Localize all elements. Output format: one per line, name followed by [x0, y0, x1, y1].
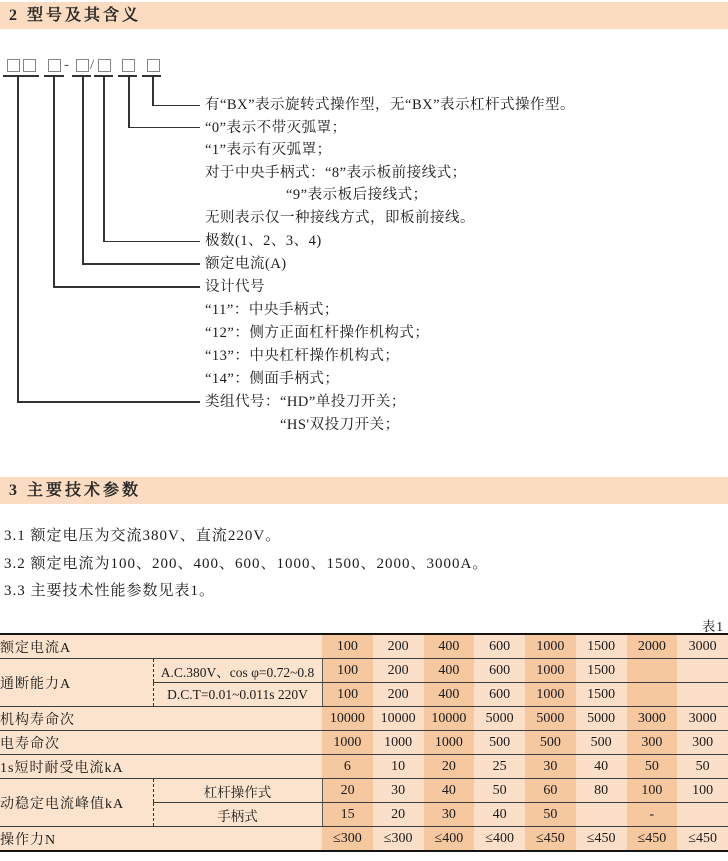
annotation-design-13: “13”：中央杠杆操作机构式； [205, 348, 400, 364]
table-cell: ≤300 [322, 827, 373, 852]
table-cell: 400 [424, 659, 475, 683]
table-cell: 100 [322, 683, 373, 707]
table-caption: 表1 [701, 619, 724, 634]
table-cell: 500 [525, 731, 576, 755]
table-cell: ≤450 [677, 827, 728, 852]
table-cell: 20 [322, 779, 373, 803]
table-cell: 1000 [373, 731, 424, 755]
connector-line [128, 127, 200, 129]
table-cell: 100 [627, 779, 678, 803]
connector-line [82, 263, 200, 265]
spec-table [0, 633, 728, 852]
connector-line [128, 76, 130, 128]
table-cell: 200 [373, 634, 424, 659]
annotation-design-14: “14”：侧面手柄式； [205, 371, 340, 387]
connector-line [82, 76, 84, 265]
box-underline [3, 75, 39, 77]
table-cell: 500 [576, 731, 627, 755]
annotation-bx: 有“BX”表示旋转式操作型，无“BX”表示杠杆式操作型。 [205, 97, 576, 113]
paragraph-3-1: 3.1 额定电压为交流380V、直流220V。 [4, 528, 282, 544]
annotation-current: 额定电流(A) [205, 256, 287, 272]
table-cell: 40 [424, 779, 475, 803]
table-cell: 50 [677, 755, 728, 779]
connector-line [103, 241, 200, 243]
annotation-wiring-none: 无则表示仅一种接线方式，即板前接线。 [205, 210, 475, 226]
section-heading-params: 3 主要技术参数 [0, 477, 728, 504]
annotation-wiring-9: “9”表示板后接线式； [286, 187, 428, 203]
table-cell: 10000 [373, 707, 424, 731]
connector-line [152, 76, 154, 106]
table-cell: 1500 [576, 683, 627, 707]
table-cell: ≤450 [576, 827, 627, 852]
annotation-design-code: 设计代号 [205, 279, 265, 295]
annotation-poles: 极数(1、2、3、4) [205, 233, 322, 249]
table-cell: 300 [627, 731, 678, 755]
table-cell: 15 [322, 803, 373, 827]
table-cell: 10 [373, 755, 424, 779]
table-cell: 40 [576, 755, 627, 779]
row-label: 额定电流A [0, 634, 322, 659]
table-cell: 1000 [525, 634, 576, 659]
table-cell: 200 [373, 659, 424, 683]
row-label: 电寿命次 [0, 731, 322, 755]
table-cell: 20 [373, 803, 424, 827]
model-digit-box [23, 59, 36, 72]
table-cell: 5000 [474, 707, 525, 731]
table-row [0, 827, 728, 852]
model-digit-box [7, 59, 20, 72]
table-cell: 600 [474, 659, 525, 683]
table-cell [627, 683, 678, 707]
annotation-design-11: “11”：中央手柄式； [205, 302, 339, 318]
table-cell [677, 803, 728, 827]
table-cell: 600 [474, 683, 525, 707]
table-row [0, 707, 728, 731]
table-cell: 20 [424, 755, 475, 779]
annotation-wiring-8: 对于中央手柄式：“8”表示板前接线式； [205, 165, 467, 181]
table-cell: 80 [576, 779, 627, 803]
row-label: 1s短时耐受电流kA [0, 755, 322, 779]
row-sublabel: 杠杆操作式 [153, 779, 322, 803]
table-cell: 400 [424, 683, 475, 707]
table-cell: 300 [677, 731, 728, 755]
table-cell: 50 [474, 779, 525, 803]
connector-line [17, 76, 19, 402]
connector-line [53, 76, 55, 288]
annotation-design-12: “12”：侧方正面杠杆操作机构式； [205, 325, 430, 341]
connector-line [53, 286, 200, 288]
table-cell: 3000 [677, 707, 728, 731]
row-label: 机构寿命次 [0, 707, 322, 731]
table-cell: 40 [474, 803, 525, 827]
row-sublabel: 手柄式 [153, 803, 322, 827]
annotation-group-hd: 类组代号：“HD”单投刀开关； [205, 394, 406, 410]
paragraph-3-2: 3.2 额定电流为100、200、400、600、1000、1500、2000、3000A。 [4, 556, 489, 572]
table-cell [576, 803, 627, 827]
row-label: 操作力N [0, 827, 322, 852]
table-cell: 1000 [322, 731, 373, 755]
table-cell: 60 [525, 779, 576, 803]
model-digit-box [76, 59, 89, 72]
table-cell: ≤450 [627, 827, 678, 852]
model-code-hyphen: - [64, 57, 69, 73]
table-row [0, 659, 728, 683]
row-label: 动稳定电流峰值kA [0, 779, 153, 827]
annotation-group-hs: “HS'双投刀开关； [280, 417, 400, 433]
row-sublabel: D.C.T=0.01~0.011s 220V [153, 683, 322, 707]
connector-line [152, 105, 200, 107]
table-cell: 1000 [525, 683, 576, 707]
table-cell: 100 [677, 779, 728, 803]
connector-line [17, 401, 200, 403]
table-cell: 600 [474, 634, 525, 659]
model-digit-box [122, 59, 135, 72]
table-cell: - [627, 803, 678, 827]
model-digit-box [48, 59, 61, 72]
annotation-arc-0: “0”表示不带灭弧罩； [205, 120, 347, 136]
model-digit-box [147, 59, 160, 72]
table-cell: ≤300 [373, 827, 424, 852]
table-cell: 3000 [677, 634, 728, 659]
table-row [0, 731, 728, 755]
table-cell [627, 659, 678, 683]
row-label: 通断能力A [0, 659, 153, 707]
table-cell: 5000 [525, 707, 576, 731]
section-heading-model: 2 型号及其含义 [0, 2, 728, 29]
table-cell: ≤400 [424, 827, 475, 852]
table-cell: 30 [525, 755, 576, 779]
table-cell: 5000 [576, 707, 627, 731]
table-cell: 10000 [322, 707, 373, 731]
table-cell: 1000 [525, 659, 576, 683]
table-cell: 50 [525, 803, 576, 827]
table-cell: 1000 [424, 731, 475, 755]
table-row [0, 755, 728, 779]
table-cell: 30 [373, 779, 424, 803]
connector-line [103, 76, 105, 242]
row-sublabel: A.C.380V、cos φ=0.72~0.8 [153, 659, 322, 683]
table-cell: 1500 [576, 659, 627, 683]
table-cell: 50 [627, 755, 678, 779]
table-cell: 200 [373, 683, 424, 707]
table-cell: 2000 [627, 634, 678, 659]
table-cell: 100 [322, 634, 373, 659]
model-code-slash: / [90, 57, 95, 73]
table-cell: 500 [474, 731, 525, 755]
table-row [0, 779, 728, 803]
table-cell: 400 [424, 634, 475, 659]
annotation-arc-1: “1”表示有灭弧罩； [205, 142, 332, 158]
table-cell: 25 [474, 755, 525, 779]
table-cell: 1500 [576, 634, 627, 659]
table-cell: 30 [424, 803, 475, 827]
paragraph-3-3: 3.3 主要技术性能参数见表1。 [4, 583, 216, 599]
table-cell: ≤450 [525, 827, 576, 852]
table-cell [677, 659, 728, 683]
table-cell: 10000 [424, 707, 475, 731]
model-digit-box [98, 59, 111, 72]
table-row [0, 634, 728, 659]
table-cell: 3000 [627, 707, 678, 731]
table-cell [677, 683, 728, 707]
table-cell: 6 [322, 755, 373, 779]
table-cell: 100 [322, 659, 373, 683]
table-cell: ≤400 [474, 827, 525, 852]
